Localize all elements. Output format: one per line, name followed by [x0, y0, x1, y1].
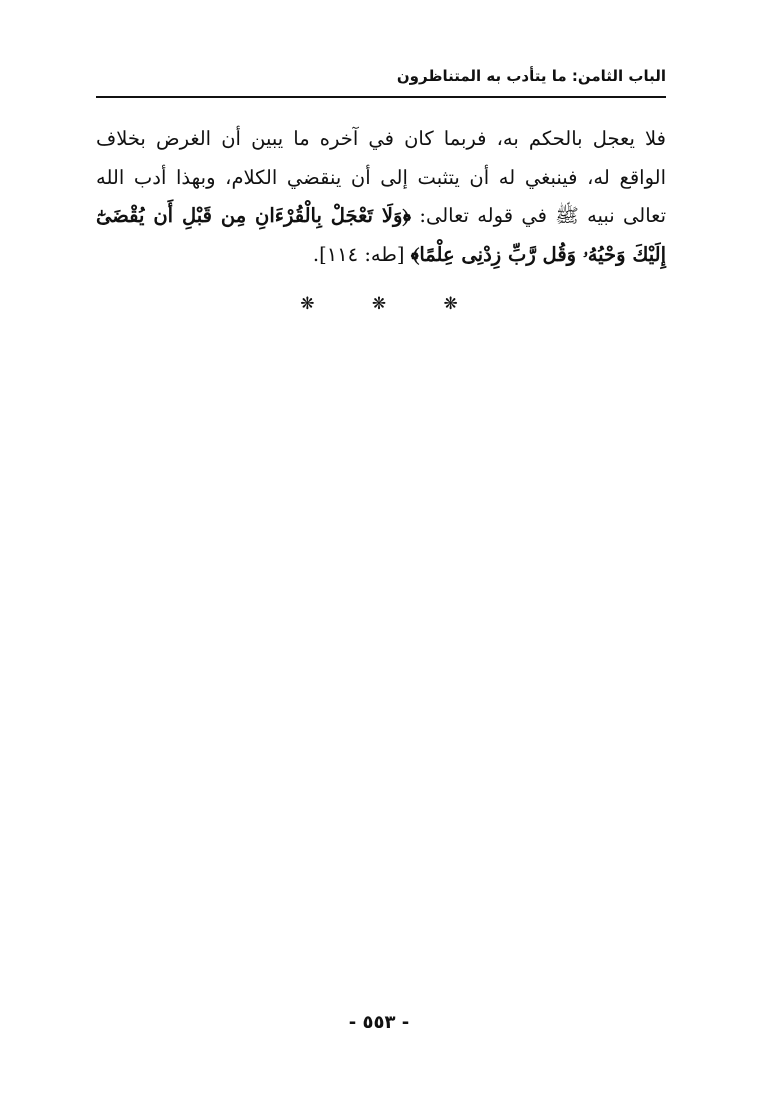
section-separator: ❋ ❋ ❋	[300, 294, 484, 314]
page-header	[96, 62, 666, 98]
body-paragraph	[96, 120, 666, 274]
page-number: - ٥٥٣ -	[348, 1012, 410, 1033]
paragraph-text: فلا يعجل بالحكم به، فربما كان في آخره ما يبين أن الغرض بخلاف الواقع له، فينبغي له أن يتثبت إلى أن ينقضي الكلام، وبهذا أدب الله تعالى نبيه ﷺ في قوله تعالى:	[96, 127, 666, 227]
quran-verse: ﴿وَلَا تَعْجَلْ بِالْقُرْءَانِ مِن قَبْلِ أَن يُقْضَىٰٓ إِلَيْكَ وَحْيُهُۥ وَقُل رَّبِّ زِدْنِى عِلْمًا﴾	[96, 204, 666, 266]
running-head: الباب الثامن: ما يتأدب به المتناظرون	[396, 67, 666, 85]
verse-citation: [طه: ١١٤].	[312, 242, 411, 266]
